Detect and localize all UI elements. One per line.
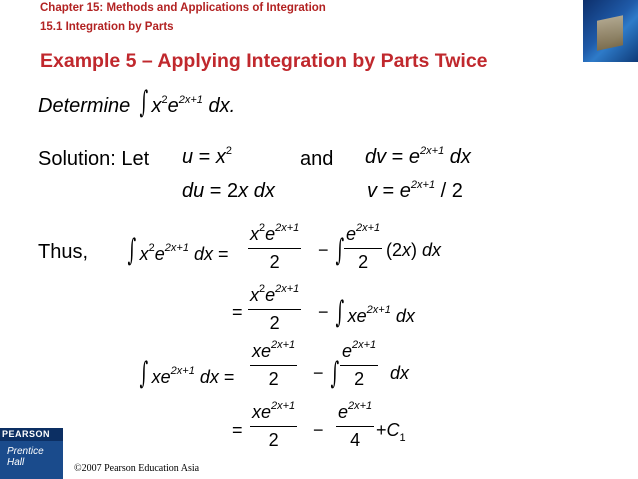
eq3-frac2: $e^{2x+1}$ 2 (342, 339, 377, 389)
eq2-int: ∫ $xe^{2x+1}$ dx (335, 295, 415, 330)
eq3-int: ∫ (330, 356, 340, 391)
eq1-lhs: ∫ $x^2e^{2x+1}$ dx = (127, 233, 229, 268)
eq1-minus: − (318, 240, 329, 260)
eq1-frac1: $x^2e^{2x+1}$ 2 (250, 222, 300, 272)
chapter-heading: Chapter 15: Methods and Applications of Integration (40, 2, 326, 14)
du-def: du = 2x dx (182, 180, 275, 202)
integral-sign: ∫ (139, 85, 148, 120)
and-text: and (300, 148, 334, 170)
eq2-eq: = (232, 302, 243, 322)
eq4-frac2: $e^{2x+1}$ 4 (338, 400, 373, 450)
eq4-minus: − (313, 420, 324, 440)
eq2-frac: $x^2e^{2x+1}$ 2 (250, 283, 300, 333)
eq2-minus: − (318, 302, 329, 322)
eq4-constant: $+C_1$ (376, 420, 406, 444)
section-heading: 15.1 Integration by Parts (40, 21, 174, 33)
eq1-tail: (2x) dx (386, 240, 442, 260)
dv-def: dv = $e^{2x+1}$ dx (365, 145, 471, 168)
eq3-lhs: ∫ $xe^{2x+1}$ dx = (139, 356, 235, 391)
solution-label: Solution: Let (38, 148, 150, 170)
pearson-logo: PEARSON Prentice Hall (0, 428, 63, 479)
determine-text: Determine (38, 95, 131, 117)
eq4-eq: = (232, 420, 243, 440)
eq3-minus: − (313, 363, 324, 383)
eq3-frac1: $xe^{2x+1}$ 2 (252, 339, 296, 389)
u-def: $u = x^2$ (182, 145, 233, 168)
eq3-dx: dx (390, 363, 410, 383)
book-cover-image (583, 0, 638, 62)
determine-line: Determine ∫ $x^2e^{2x+1}$ dx. (38, 85, 236, 120)
v-def: $v = e^{2x+1} / 2$ (367, 179, 463, 202)
slide-title: Example 5 – Applying Integration by Parts Twice (40, 50, 488, 72)
eq1-int: ∫ (335, 233, 345, 268)
eq4-frac1: $xe^{2x+1}$ 2 (252, 400, 296, 450)
eq1-frac2: $e^{2x+1}$ 2 (346, 222, 381, 272)
copyright-footer: ©2007 Pearson Education Asia (74, 463, 200, 474)
thus-label: Thus, (38, 241, 89, 263)
